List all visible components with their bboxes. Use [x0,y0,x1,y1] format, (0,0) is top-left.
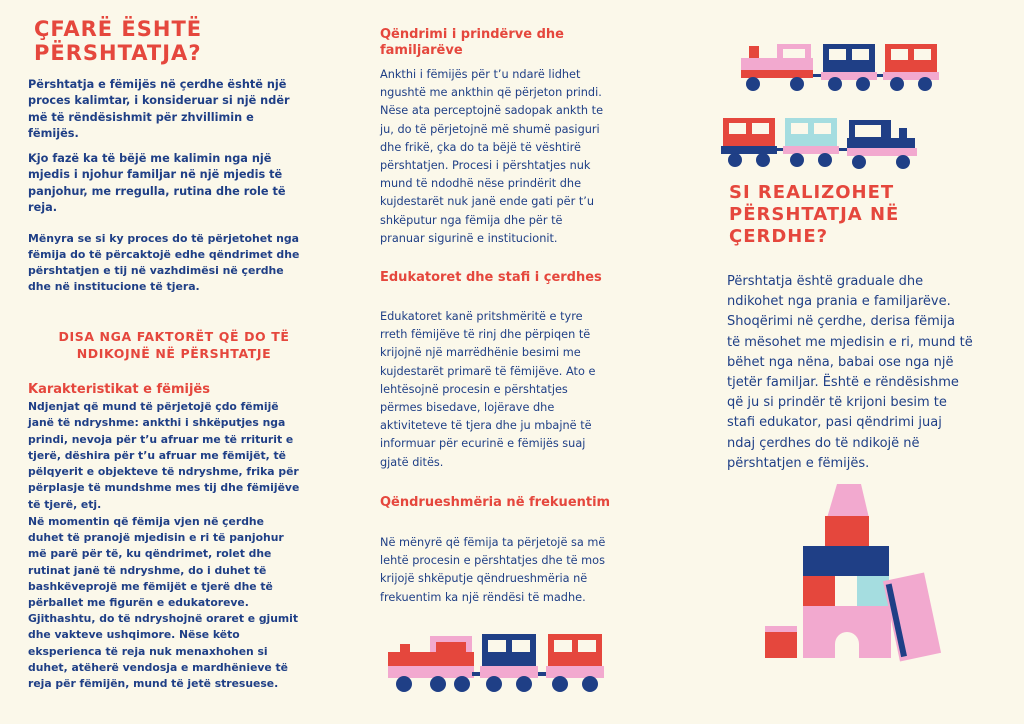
train-illustration-middle [719,114,929,174]
attendance-heading: Qëndrueshmëria në frekuentim [380,495,611,510]
intro-paragraph-1: Përshtatja e fëmijës në çerdhe është një proces kalimtar, i konsideruar si një ndër më të rëndësishmit për zhvillimin e fëmijës. [28,78,290,141]
page-title: ÇFARË ËSHTË PËRSHTATJA? [34,17,203,65]
factors-heading: DISA NGA FAKTORËT QË DO TË NDIKOJNË NË PËRSHTATJE [58,329,290,361]
staff-heading: Edukatoret dhe stafi i çerdhes [380,270,602,285]
attendance-text: Në mënyrë që fëmija ta përjetojë sa më lehtë procesin e përshtatjes dhe të mos krijojë shkëputje qëndrueshmëria në frekuentim ka një rëndësi të madhe. [380,536,606,604]
staff-text: Edukatoret kanë pritshmëritë e tyre rreth fëmijëve të rinj dhe përpiqen të krijojnë një marrëdhënie besimi me kujdestarët primarë të fëmijëve. Ato e lehtësojnë procesin e përshtatjes përmes bisedave, lojërave dhe aktiviteteve të tjera dhe ju mbajnë të informuar për ecurinë e fëmijës suaj gjatë ditës. [380,310,596,469]
train-illustration-top [737,40,947,96]
child-characteristics-heading: Karakteristikat e fëmijës [28,382,210,397]
child-characteristics-text-2: Në momentin që fëmija vjen në çerdhe duhet të pranojë mjedisin e ri të panjohur më parë për të, ku qëndrimet, rolet dhe rutinat janë të ndryshme, do i duhet të bashkëveprojë me fëmijët e tjerë dhe të përballet me figurën e edukatoreve. Gjithashtu, do të ndryshojnë oraret e gjumit dhe vakteve ushqimore. Nëse këto eksperienca të reja nuk menaxhohen si duhet, atëherë vendosja e mardhënieve të reja për fëmijën, mund të jetë stresuese. [28,515,299,691]
parents-text: Ankthi i fëmijës për t’u ndarë lidhet ngushtë me ankthin që përjeton prindi. Nëse ata perceptojnë sadopak ankth te ju, do të përjetojnë më shumë pasiguri dhe frikë, çka do ta bëjë të vështirë përshtatjen. Procesi i përshtatjes nuk mund të ndodhë nëse prindërit dhe kujdestarët nuk janë ende gati për t’u shkëputur nga fëmija dhe për të pranuar sigurinë e institucionit. [380,68,604,245]
train-illustration-bottom [386,630,616,700]
intro-paragraph-3: Mënyra se si ky proces do të përjetohet nga fëmija do të përcaktojë edhe qëndrimet dhe përshtatjen e tij në vazhdimësi në çerdhe dhe në institucione të tjera. [28,232,300,293]
child-characteristics-text-1: Ndjenjat që mund të përjetojë çdo fëmijë janë të ndryshme: ankthi i shkëputjes nga prindi, nevoja për t’u afruar me të rriturit e tjerë, dëshira për t’u afruar me fëmijët, të pëlqyerit e objekteve të ndryshme, frika për përplasje të mundshme mes tij dhe fëmijëve të tjerë, etj. [28,400,300,511]
intro-paragraph-2: Kjo fazë ka të bëjë me kalimin nga një mjedis i njohur familjar në një mjedis të panjohur, me rregulla, rutina dhe role të reja. [28,152,286,215]
building-blocks-illustration [759,478,949,668]
how-title: SI REALIZOHET PËRSHTATJA NË ÇERDHE? [729,182,900,247]
how-text: Përshtatja është graduale dhe ndikohet nga prania e familjarëve. Shoqërimi në çerdhe, derisa fëmija të mësohet me mjedisin e ri, mund të bëhet nga nëna, babai ose nga një tjetër familjar. Është e rëndësishme që ju si prindër të krijoni besim te stafi edukator, pasi qëndrimi juaj ndaj çerdhes do të ndikojë në përshtatjen e fëmijës. [727,274,973,471]
parents-heading: Qëndrimi i prindërve dhe familjarëve [380,27,564,58]
